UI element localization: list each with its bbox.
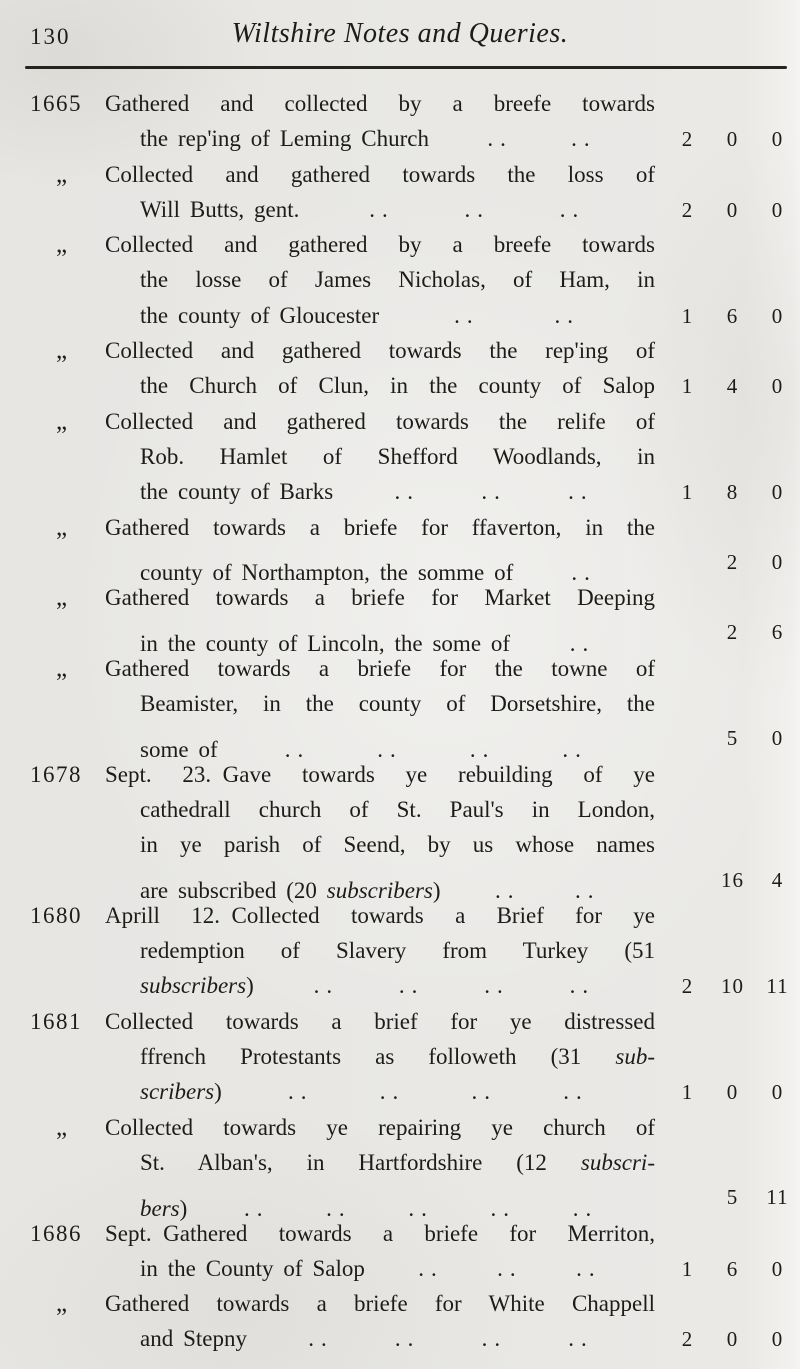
dot-leader: .. — [418, 1255, 444, 1281]
entry-text: Gathered towards a briefe for the towne of — [105, 655, 655, 681]
collections-ledger — [0, 86, 800, 1357]
amount-pence: 6 — [771, 620, 784, 645]
ledger-row — [0, 439, 800, 474]
amount-pounds: 1 — [681, 1080, 694, 1105]
entry-text: in ye parish of Seend, by us whose names — [140, 832, 655, 858]
ledger-row — [0, 1145, 800, 1180]
dot-leader: .. — [326, 1195, 352, 1221]
amount-shillings: 5 — [726, 726, 739, 751]
ledger-row — [0, 545, 800, 586]
amount-pounds — [665, 545, 710, 580]
ledger-row — [0, 1039, 800, 1074]
amount-pounds — [665, 1180, 710, 1215]
entry-text: Collected and gathered towards the rep'ing of — [105, 338, 655, 364]
amount-shillings: 0 — [726, 1080, 739, 1105]
year-label: 1665 — [30, 91, 82, 116]
amount-columns — [655, 545, 800, 580]
amount-pence: 11 — [766, 1185, 789, 1210]
amount-shillings: 16 — [721, 867, 744, 892]
amount-columns — [655, 969, 800, 1004]
entry-text: cathedrall church of St. Paul's in London, — [140, 796, 655, 822]
amount-pounds: 2 — [681, 1327, 694, 1352]
amount-shillings: 5 — [726, 1185, 739, 1210]
amount-pounds: 1 — [681, 1256, 694, 1281]
entry-text: the rep'ing of Leming Church — [140, 126, 429, 152]
amount-pounds: 2 — [681, 127, 694, 152]
ledger-row — [0, 1180, 800, 1221]
entry-text: in the county of Lincoln, the some of — [140, 630, 511, 656]
dot-leader: .. — [569, 973, 596, 999]
ledger-row — [0, 1251, 800, 1286]
amount-pounds — [665, 863, 710, 898]
dot-leader: .. — [398, 973, 425, 999]
year-label: 1680 — [30, 902, 82, 928]
dot-leader: .. — [559, 196, 586, 222]
amount-pence: 0 — [771, 303, 784, 328]
amount-pence: 0 — [771, 1256, 784, 1281]
amount-shillings: 0 — [726, 197, 739, 222]
dot-leader: .. — [490, 1195, 517, 1221]
ledger-row — [0, 404, 800, 439]
dot-leader: .. — [562, 736, 588, 762]
ledger-row — [0, 1216, 800, 1251]
amount-shillings: 6 — [726, 303, 739, 328]
dot-leader: .. — [572, 1195, 599, 1221]
entry-text: Collected and gathered by a breefe towards — [105, 232, 655, 258]
amount-pence: 11 — [766, 974, 789, 999]
dot-leaders — [365, 1251, 655, 1286]
amount-pence: 0 — [771, 127, 784, 152]
ledger-row — [0, 510, 800, 545]
entry-text: scribers) — [140, 1079, 222, 1105]
ditto-mark: „ — [56, 160, 68, 188]
ledger-row — [0, 827, 800, 862]
page-number: 130 — [30, 24, 71, 49]
dot-leader: .. — [377, 736, 403, 762]
ledger-row — [0, 1004, 800, 1039]
amount-pence: 0 — [771, 1327, 784, 1352]
amount-shillings: 0 — [726, 127, 739, 152]
amount-pounds — [665, 615, 710, 650]
entry-text: some of — [140, 736, 218, 762]
dot-leaders — [299, 192, 655, 227]
ditto-mark: „ — [56, 1290, 68, 1318]
ledger-row — [0, 580, 800, 615]
ditto-mark: „ — [56, 407, 68, 435]
amount-shillings: 4 — [726, 374, 739, 399]
ledger-row — [0, 86, 800, 121]
amount-pounds: 1 — [681, 374, 694, 399]
ledger-row — [0, 474, 800, 509]
amount-columns — [655, 615, 800, 650]
ledger-row — [0, 933, 800, 968]
entry-text: Beamister, in the county of Dorsetshire, the — [140, 691, 655, 717]
dot-leader: .. — [394, 1326, 421, 1352]
entry-text: county of Northampton, the somme of — [140, 560, 514, 586]
dot-leaders — [379, 298, 655, 333]
ditto-mark: „ — [56, 654, 68, 682]
dot-leader: .. — [394, 479, 421, 505]
entry-text: subscribers) — [140, 973, 254, 999]
entry-text: Gathered towards a briefe for Market Deeping — [105, 585, 655, 611]
entry-text: are subscribed (20 subscribers) — [140, 877, 441, 903]
ditto-mark: „ — [56, 513, 68, 541]
dot-leader: .. — [284, 736, 311, 762]
dot-leaders — [254, 968, 655, 1003]
year-label: 1678 — [30, 761, 82, 787]
dot-leader: .. — [288, 1079, 314, 1105]
dot-leader: .. — [571, 560, 597, 586]
dot-leader: .. — [243, 1195, 270, 1221]
entry-text: Collected towards a brief for ye distressed — [105, 1008, 655, 1034]
dot-leader: .. — [481, 1326, 508, 1352]
dot-leader: .. — [487, 126, 513, 152]
entry-text: bers) — [140, 1195, 188, 1221]
dot-leader: .. — [495, 877, 521, 903]
dot-leader: .. — [308, 1326, 334, 1352]
dot-leader: .. — [497, 1255, 523, 1281]
dot-leader: .. — [576, 1255, 602, 1281]
amount-shillings: 0 — [726, 1327, 739, 1352]
entry-text: Sept. Gathered towards a briefe for Merriton, — [105, 1220, 655, 1246]
amount-columns — [655, 193, 800, 228]
ledger-row — [0, 721, 800, 762]
amount-columns — [655, 1252, 800, 1287]
header-rule — [25, 66, 787, 69]
amount-columns — [655, 475, 800, 510]
ledger-row — [0, 121, 800, 156]
ditto-mark: „ — [56, 231, 68, 259]
amount-pence: 0 — [771, 480, 784, 505]
dot-leaders — [429, 121, 655, 156]
page-title: Wiltshire Notes and Queries. — [231, 18, 569, 49]
entry-text: the losse of James Nicholas, of Ham, in — [140, 267, 655, 293]
ledger-row — [0, 192, 800, 227]
dot-leader: .. — [408, 1195, 434, 1221]
dot-leaders — [222, 1074, 655, 1109]
entry-text: Aprill 12. Collected towards a Brief for ye — [105, 902, 655, 928]
amount-pence: 0 — [771, 197, 784, 222]
ledger-row — [0, 1074, 800, 1109]
ledger-row — [0, 1286, 800, 1321]
dot-leader: .. — [563, 1079, 589, 1105]
entry-text: Collected and gathered towards the relife of — [105, 408, 655, 434]
ledger-row — [0, 368, 800, 403]
entry-text: Rob. Hamlet of Shefford Woodlands, in — [140, 443, 655, 469]
entry-text: ffrench Protestants as followeth (31 sub- — [140, 1044, 655, 1070]
dot-leader: .. — [471, 1079, 497, 1105]
ledger-row — [0, 615, 800, 656]
amount-columns — [655, 299, 800, 334]
dot-leader: .. — [469, 736, 496, 762]
amount-pence: 0 — [771, 374, 784, 399]
amount-shillings: 2 — [726, 549, 739, 574]
ditto-mark: „ — [56, 584, 68, 612]
dot-leader: .. — [464, 196, 490, 222]
ledger-row — [0, 757, 800, 792]
dot-leaders — [333, 474, 655, 509]
amount-pence: 0 — [771, 726, 784, 751]
ledger-row — [0, 651, 800, 686]
ledger-row — [0, 298, 800, 333]
ditto-mark: „ — [56, 337, 68, 365]
ditto-mark: „ — [56, 1113, 68, 1141]
amount-columns — [655, 122, 800, 157]
amount-shillings: 6 — [726, 1256, 739, 1281]
dot-leader: .. — [369, 196, 395, 222]
entry-text: the Church of Clun, in the county of Salop — [140, 373, 655, 399]
entry-text: Gathered and collected by a breefe towards — [105, 91, 655, 116]
entry-text: Collected and gathered towards the loss of — [105, 161, 655, 187]
dot-leader: .. — [568, 479, 594, 505]
ledger-row — [0, 1110, 800, 1145]
dot-leader: .. — [481, 479, 507, 505]
ledger-row — [0, 1321, 800, 1356]
ledger-row — [0, 792, 800, 827]
year-label: 1686 — [30, 1220, 82, 1246]
ledger-row — [0, 262, 800, 297]
amount-pounds: 2 — [681, 197, 694, 222]
dot-leaders — [247, 1321, 655, 1356]
dot-leader: .. — [571, 126, 597, 152]
amount-shillings: 8 — [726, 480, 739, 505]
dot-leader: .. — [569, 630, 596, 656]
ledger-row — [0, 863, 800, 903]
amount-columns — [655, 1180, 800, 1215]
amount-pounds: 1 — [681, 480, 694, 505]
entry-text: the county of Barks — [140, 479, 334, 505]
amount-columns — [655, 721, 800, 756]
dot-leader: .. — [484, 973, 510, 999]
ledger-row — [0, 157, 800, 192]
entry-text: Gathered towards a briefe for White Chappell — [105, 1291, 655, 1317]
amount-shillings: 2 — [726, 620, 739, 645]
year-label: 1681 — [30, 1008, 82, 1034]
dot-leader: .. — [313, 973, 340, 999]
amount-columns — [655, 863, 800, 898]
ledger-row — [0, 686, 800, 721]
entry-text: redemption of Slavery from Turkey (51 — [140, 938, 655, 964]
entry-text: and Stepny — [140, 1326, 247, 1352]
page-header — [0, 0, 800, 68]
amount-pence: 0 — [771, 549, 784, 574]
ledger-row — [0, 968, 800, 1003]
amount-pounds — [665, 721, 710, 756]
dot-leader: .. — [454, 302, 480, 328]
dot-leader: .. — [568, 1326, 594, 1352]
entry-text: Gathered towards a briefe for ffaverton, in the — [105, 514, 655, 540]
entry-text: in the County of Salop — [140, 1255, 365, 1281]
dot-leader: .. — [574, 877, 601, 903]
dot-leader: .. — [379, 1079, 406, 1105]
amount-pounds: 2 — [681, 974, 694, 999]
entry-text: Collected towards ye repairing ye church of — [105, 1114, 655, 1140]
entry-text: the county of Gloucester — [140, 302, 380, 328]
amount-columns — [655, 1322, 800, 1357]
ledger-row — [0, 333, 800, 368]
amount-pence: 0 — [771, 1080, 784, 1105]
amount-columns — [655, 369, 800, 404]
ledger-row — [0, 227, 800, 262]
dot-leader: .. — [554, 302, 581, 328]
entry-text: Sept. 23. Gave towards ye rebuilding of ye — [105, 761, 655, 787]
amount-pence: 4 — [771, 867, 784, 892]
amount-columns — [655, 1075, 800, 1110]
entry-text: Will Butts, gent. — [140, 196, 300, 222]
amount-pounds: 1 — [681, 303, 694, 328]
ledger-row — [0, 898, 800, 933]
entry-text: St. Alban's, in Hartfordshire (12 subscri- — [140, 1149, 655, 1175]
amount-shillings: 10 — [721, 974, 744, 999]
